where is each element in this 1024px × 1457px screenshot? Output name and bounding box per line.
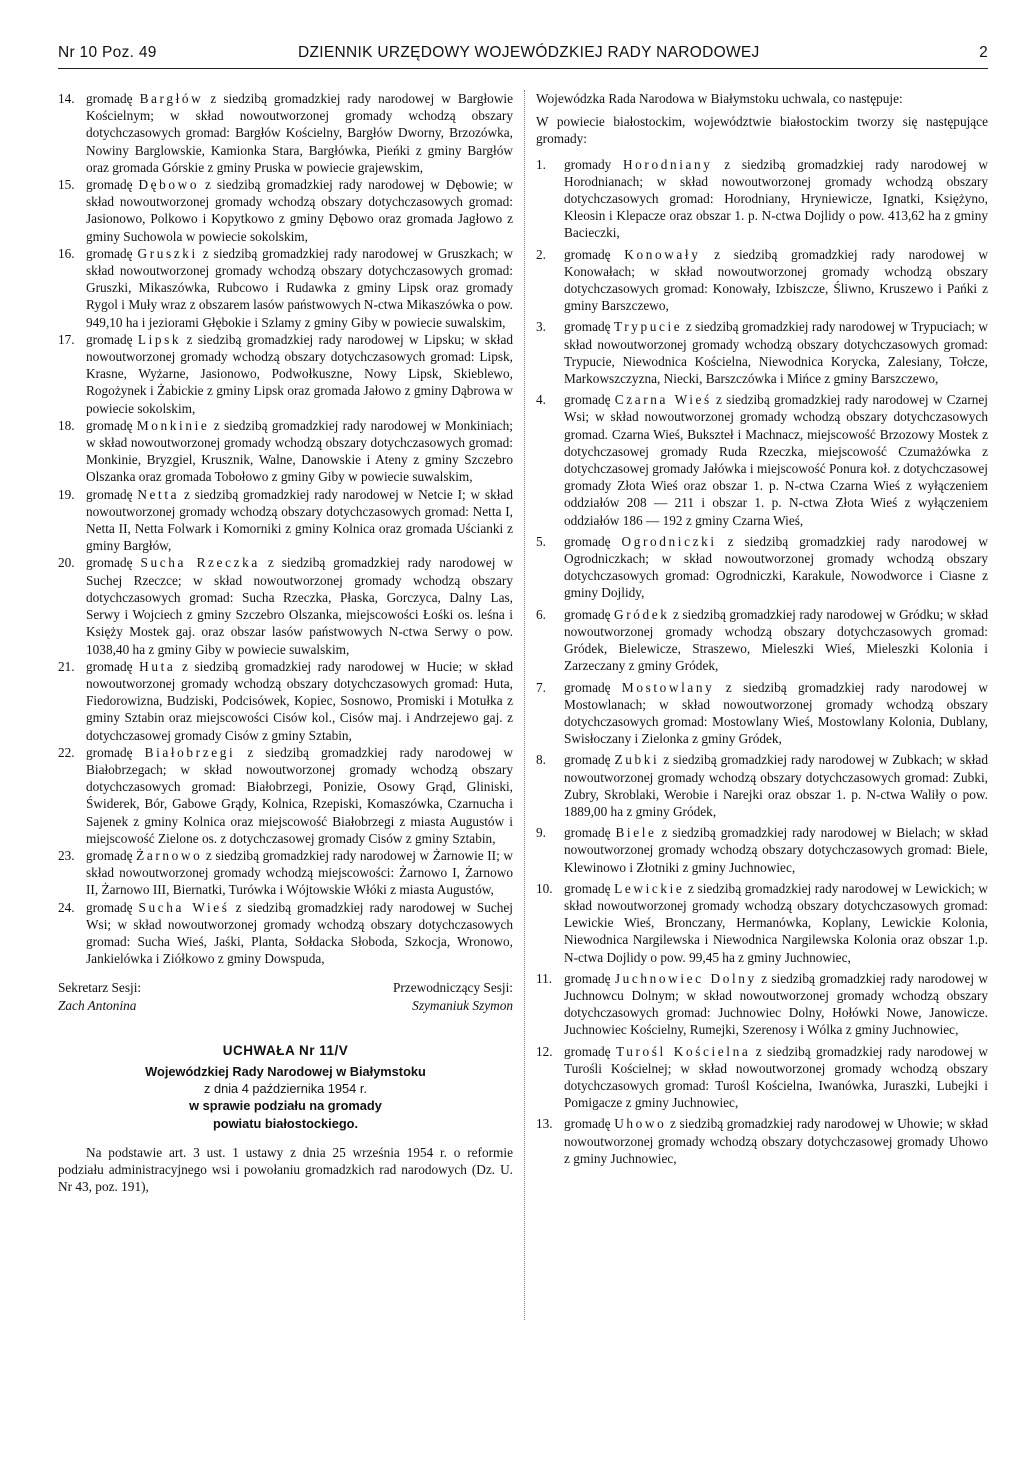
item-description: z siedzibą gromadzkiej rady narodowej w Dębowie; w skład nowoutworzonej gromady wchodzą obszary dotychczasowych gromad: Jasionowo, Polkowo i Kopytkowo z gminy Dębowo oraz gromada Jagłowo z gminy Suchowola w powiecie sokolskim,	[86, 177, 514, 244]
resolution-title-block	[58, 1042, 513, 1132]
item-locality-name: Trypucie	[613, 319, 683, 335]
item-description: z siedzibą gromadzkiej rady narodowej w Turośli Kościelnej; w skład nowoutworzonej gromady wchodzą obszary dotychczasowych gromad: Turośl Kościelna, Iwanówka, Juraszki, Lubejki i Pomigacze z gminy Juchnowiec,	[564, 1043, 989, 1111]
item-number: 9.	[536, 825, 546, 841]
left-entries-list	[58, 90, 513, 967]
item-number: 8.	[536, 752, 546, 768]
item-text	[86, 331, 513, 417]
resolution-title: UCHWAŁA Nr 11/V	[222, 1042, 349, 1058]
item-word: gromadę	[564, 392, 611, 408]
item-number: 19.	[58, 486, 75, 502]
item-text	[564, 970, 988, 1039]
item-word: gromadę	[564, 679, 611, 695]
item-locality-name: Konowały	[624, 246, 701, 262]
item-locality-name: Sucha Wieś	[138, 899, 230, 915]
resolution-body: Wojewódzkiej Rady Narodowej w Białymstoku	[145, 1063, 426, 1079]
item-word: gromadę	[564, 319, 611, 335]
item-number: 24.	[58, 899, 75, 915]
item-text	[564, 1043, 988, 1112]
item-locality-name: Czarna Wieś	[614, 392, 712, 408]
item-number: 12.	[536, 1043, 553, 1059]
journal-title: DZIENNIK URZĘDOWY WOJEWÓDZKIEJ RADY NARODOWEJ	[298, 44, 760, 61]
list-item	[536, 533, 988, 602]
item-text	[86, 847, 513, 899]
list-item	[58, 899, 513, 968]
item-number: 17.	[58, 331, 75, 347]
column-divider	[524, 90, 525, 1320]
list-item	[536, 679, 988, 748]
item-description: z siedzibą gromadzkiej rady narodowej w Lewickich; w skład nowoutworzonej gromady wchodzą obszary dotychczasowych gromad: Lewickie Wieś, Bronczany, Hermanówka, Koplany, Lewickie Kolonia, Niewodnica Nargilewska i Niewodnica Nargilewska Kolonia oraz obszar 1.p. N-ctwa Dojlidy o pow. 99,45 ha z gminy Juchnowiec,	[564, 880, 988, 965]
item-word: gromadę	[86, 486, 133, 502]
item-word: gromadę	[564, 970, 611, 986]
list-item	[58, 331, 513, 417]
issue-number: Nr 10 Poz. 49	[58, 44, 157, 61]
item-text	[86, 417, 513, 486]
chairman-role: Przewodniczący Sesji:	[392, 980, 513, 996]
item-locality-name: Juchnowiec Dolny	[614, 970, 757, 986]
item-locality-name: Mostowlany	[621, 679, 715, 695]
item-word: gromadę	[564, 533, 611, 549]
item-locality-name: Bargłów	[139, 91, 204, 106]
item-description: z siedzibą gromadzkiej rady narodowej w Bielach; w skład nowoutworzonej gromady wchodzą obszary dotychczasowych gromad: Biele, Klewinowo i Złotniki z gminy Juchnowiec,	[564, 825, 988, 875]
item-description: z siedzibą gromadzkiej rady narodowej w Horodnianach; w skład nowoutworzonej gromady wchodzą obszary dotychczasowych gromad: Horodniany, Hryniewicze, Ignatki, Księżyno, Kleosin i Klepacze oraz obszar 1. p. N-ctwa Dojlidy o pow. 413,62 ha z gminy Bacieczki,	[564, 156, 988, 241]
item-number: 3.	[536, 319, 546, 335]
item-word: gromadę	[86, 847, 133, 863]
resolution-subject-1: w sprawie podziału na gromady	[189, 1098, 382, 1114]
item-number: 2.	[536, 246, 546, 262]
list-item	[536, 606, 988, 675]
item-description: z siedzibą gromadzkiej rady narodowej w Bargłowie Kościelnym; w skład nowoutworzonej gromady wchodzą obszary dotychczasowych gromad: Bargłów Kościelny, Bargłów Dworny, Brzozówka, Nowiny Barglowskie, Kamionka Stara, Bargłówka, Pieńki z gminy Bargłów oraz gromada Górskie z gminy Pruska w powiecie grajewskim,	[86, 91, 514, 175]
item-text	[86, 899, 513, 968]
item-number: 21.	[58, 658, 75, 674]
item-locality-name: Uhowo	[614, 1116, 667, 1132]
item-number: 22.	[58, 744, 75, 760]
item-word: gromadę	[564, 606, 611, 622]
item-text	[86, 90, 513, 176]
item-text	[564, 246, 988, 315]
item-number: 10.	[536, 880, 553, 896]
secretary-name: Zach Antonina	[58, 997, 137, 1013]
item-description: z siedzibą gromadzkiej rady narodowej w Monkiniach; w skład nowoutworzonej gromady wchodzą obszary dotychczasowych gromad: Monkinie, Bryzgiel, Krusznik, Walne, Danowskie i Ateny z gminy Szczebro Olszanka oraz gromada Tobołowo z gminy Giby w powiecie suwalskim,	[86, 417, 513, 485]
item-text	[564, 824, 988, 876]
list-item	[58, 417, 513, 486]
item-word: gromadę	[86, 555, 133, 571]
item-description: z siedzibą gromadzkiej rady narodowej w Mostowlanach; w skład nowoutworzonej gromady wchodzą obszary dotychczasowych gromad: Mostowlany Wieś, Mostowlany Kolonia, Dublany, Swisłoczany i Zielonka z gminy Gródek,	[564, 679, 988, 747]
item-number: 18.	[58, 417, 75, 433]
item-description: z siedzibą gromadzkiej rady narodowej w Zubkach; w skład nowoutworzonej gromady wchodzą obszary dotychczasowych gromad: Zubki, Zubry, Skroblaki, Werobie i Narejki oraz obszar 1. p. N-ctwa Waliły o pow. 1889,00 ha z gminy Gródek,	[564, 752, 988, 819]
item-text	[86, 554, 513, 657]
item-word: gromadę	[86, 417, 133, 433]
list-item	[58, 847, 513, 899]
item-locality-name: Gródek	[614, 606, 670, 622]
item-text	[564, 880, 988, 966]
item-word: gromadę	[564, 1116, 611, 1132]
item-number: 5.	[536, 533, 546, 549]
item-text	[86, 486, 513, 555]
item-text	[86, 744, 513, 847]
item-word: gromadę	[564, 880, 611, 896]
item-text	[86, 658, 513, 744]
item-text	[86, 245, 513, 331]
item-text	[564, 156, 988, 242]
item-description: z siedzibą gromadzkiej rady narodowej w Gródku; w skład nowoutworzonej gromady wchodzą obszary dotychczasowych gromad: Gródek, Bielewicze, Straszewo, Mieleszki Wieś, Mieleszki Kolonia i Zarzeczany z gminy Gródek,	[564, 606, 989, 674]
item-description: z siedzibą gromadzkiej rady narodowej w Gruszkach; w skład nowoutworzonej gromady wchodzą obszary dotychczasowych gromad: Gruszki, Mikaszówka, Rubcowo i Rudawka z gminy Lipsk oraz gromady Rygol i Muły wraz z obszarem lasów państwowych N-ctwa Mikaszówka o pow. 949,10 ha i jeziorami Głębokie i Szlamy z gminy Giby w powiecie suwalskim,	[86, 245, 513, 330]
item-locality-name: Lipsk	[137, 331, 182, 347]
item-word: gromadę	[86, 245, 133, 261]
item-word: gromadę	[564, 246, 611, 262]
list-item	[536, 1115, 988, 1167]
item-text	[564, 751, 988, 820]
item-text	[564, 318, 988, 387]
item-locality-name: Turośl Kościelna	[615, 1043, 751, 1059]
list-item	[58, 658, 513, 744]
item-word: gromadę	[564, 1043, 611, 1059]
item-description: z siedzibą gromadzkiej rady narodowej w Hucie; w skład nowoutworzonej gromady wchodzą obszary dotychczasowych gromad: Huta, Fiedorowizna, Budziski, Podcisówek, Kopiec, Sosnowo, Promiski i Motułka z gminy Sztabin oraz miejscowości Cisów kol., Cisów maj. i Andrzejewo gaj. z dotychczasowej gromady Cisów z gminy Sztabin,	[86, 658, 514, 743]
item-word: gromadę	[86, 744, 133, 760]
legal-basis: Na podstawie art. 3 ust. 1 ustawy z dnia 25 września 1954 r. o reformie podziału administracyjnego wsi i powołaniu gromadzkich rad narodowych (Dz. U. Nr 43, poz. 191),	[58, 1144, 513, 1195]
item-description: z siedzibą gromadzkiej rady narodowej w Juchnowcu Dolnym; w skład nowoutworzonej gromady wchodzą obszary dotychczasowych gromad: Juchnowiec Dolny, Hołówki Nowe, Janowicze. Juchnowiec Kościelny, Rumejki, Szerenosy i Wólka z gminy Juchnowiec,	[564, 970, 989, 1038]
item-locality-name: Huta	[139, 658, 176, 674]
list-item	[58, 90, 513, 176]
resolution-date: z dnia 4 października 1954 r.	[204, 1081, 367, 1097]
item-description: z siedzibą gromadzkiej rady narodowej w Ogrodniczkach; w skład nowoutworzonej gromady wchodzą obszary dotychczasowych gromad: Ogrodniczki, Karakule, Nowodworce i Ciasne z gminy Dojlidy,	[564, 533, 988, 601]
item-text	[564, 606, 988, 675]
list-item	[58, 744, 513, 847]
item-locality-name: Lewickie	[614, 880, 685, 896]
secretary-signature	[58, 979, 141, 1013]
item-description: z siedzibą gromadzkiej rady narodowej w Konowałach; w skład nowoutworzonej gromady wchodzą obszary dotychczasowych gromad: Konowały, Izbiszcze, Śliwno, Kruszewo i Pańki z gminy Barszczewo,	[564, 246, 989, 314]
item-locality-name: Monkinie	[136, 417, 210, 433]
list-item	[536, 880, 988, 966]
item-text	[564, 1115, 988, 1167]
item-number: 4.	[536, 392, 546, 408]
item-description: z siedzibą gromadzkiej rady narodowej w Czarnej Wsi; w skład nowoutworzonej gromady wchodzą obszary dotychczasowych gromad. Czarna Wieś, Bukszteł i Machnacz, miejscowość Brzozowy Mostek z dotychczasowej gromady Ruda Rzeczka, miejscowość Czumażówka z dotychczasowej gromady Jałówka i miejscowość Ponura koł. z dotychczasowej gromady Złota Wieś oraz obszar 1. p. N-ctwa Czarna Wieś z wyłączeniem oddziałów 208 — 211 i obszar 1. p. N-ctwa Złota Wieś z wyłączeniem oddziałów 186 — 192 z gminy Czarna Wieś,	[564, 392, 989, 528]
item-number: 23.	[58, 847, 75, 863]
item-locality-name: Dębowo	[138, 177, 200, 193]
item-number: 15.	[58, 177, 75, 193]
item-number: 7.	[536, 679, 546, 695]
secretary-role: Sekretarz Sesji:	[58, 980, 142, 996]
right-entries-list	[536, 156, 988, 1167]
list-item	[58, 554, 513, 657]
item-locality-name: Horodniany	[622, 156, 713, 172]
item-locality-name: Żarnowo	[136, 847, 203, 863]
list-item	[536, 318, 988, 387]
item-locality-name: Biele	[615, 825, 657, 841]
item-text	[564, 679, 988, 748]
list-item	[58, 176, 513, 245]
list-item	[58, 486, 513, 555]
chairman-name: Szymaniuk Szymon	[412, 997, 513, 1013]
item-text	[564, 533, 988, 602]
item-description: z siedzibą gromadzkiej rady narodowej w Suchej Rzeczce; w skład nowoutworzonej gromady wchodzą obszary dotychczasowych gromad: Sucha Rzeczka, Płaska, Gorczyca, Dalny Las, Serwy i Wojciech z gminy Szczebro Olszanka, miejscowości Łośki os. leśna i Księży Mostek gaj. oraz obszar lasów państwowych N-ctwa Serwy o pow. 1038,40 ha z gminy Giby w powiecie suwalskim,	[86, 555, 513, 657]
item-description: z siedzibą gromadzkiej rady narodowej w Białobrzegach; w skład nowoutworzonej gromady wchodzą obszary dotychczasowych gromad: Białobrzegi, Ponizie, Osowy Grąd, Gliniski, Świderek, Bór, Gabowe Grądy, Kolnica, Rzepiski, Komaszówka, Czarnucha i Sajenek z gminy Kolnica oraz miejscowość Białobrzegi z miasta Augustów i miejscowość Zielone os. z dotychczasowej gromady Cisów z gminy Sztabin,	[86, 744, 513, 846]
item-locality-name: Sucha Rzeczka	[140, 555, 260, 571]
item-word: gromadę	[86, 658, 133, 674]
item-description: z siedzibą gromadzkiej rady narodowej w Trypuciach; w skład nowoutworzonej gromady wchodzą obszary dotychczasowych gromad: Trypucie, Niewodnica Kościelna, Niewodnica Korycka, Zalesiany, Tołcze, Markowszczyzna, Niecki, Barszczówka i Mińce z gminy Barszczewo,	[564, 319, 989, 387]
list-item	[536, 156, 988, 242]
resolution-subject-2: powiatu białostockiego.	[212, 1115, 359, 1131]
item-locality-name: Zubki	[614, 752, 660, 768]
list-item	[536, 970, 988, 1039]
item-text	[564, 391, 988, 529]
signatures	[58, 979, 513, 1013]
item-number: 14.	[58, 91, 75, 106]
list-item	[536, 824, 988, 876]
item-number: 13.	[536, 1116, 553, 1132]
chairman-signature	[393, 979, 513, 1013]
item-number: 6.	[536, 606, 546, 622]
list-item	[536, 246, 988, 315]
item-word: gromady	[564, 156, 612, 172]
item-number: 11.	[536, 970, 553, 986]
item-description: z siedzibą gromadzkiej rady narodowej w Żarnowie II; w skład nowoutworzonej gromady wchodzą miejscowości: Żarnowo I, Żarnowo II, Żarnowo III, Biernatki, Turówka i Wójtowskie Włóki z miasta Augustów,	[86, 847, 513, 898]
page-number: 2	[979, 44, 988, 61]
list-item	[536, 751, 988, 820]
item-description: z siedzibą gromadzkiej rady narodowej w Lipsku; w skład nowoutworzonej gromady wchodzą obszary dotychczasowych gromad: Lipsk, Krasne, Wyżarne, Jasionowo, Podwołkuszne, Nowy Lipsk, Skieblewo, Rogożynek i Żabickie z gminy Lipsk oraz gromada Jałowo z gminy Dąbrowa w powiecie sokolskim,	[86, 331, 513, 416]
item-locality-name: Netta	[137, 486, 180, 502]
item-number: 1.	[536, 156, 546, 172]
item-word: gromadę	[564, 825, 611, 841]
list-item	[536, 391, 988, 529]
right-column	[536, 90, 988, 1171]
item-number: 16.	[58, 245, 75, 261]
item-locality-name: Ogrodniczki	[621, 533, 717, 549]
resolution-intro-2: W powiecie białostockim, województwie białostockim tworzy się następujące gromady:	[536, 114, 988, 147]
item-locality-name: Gruszki	[137, 245, 198, 261]
left-column	[58, 90, 513, 1195]
item-word: gromadę	[86, 177, 133, 193]
item-description: z siedzibą gromadzkiej rady narodowej w Suchej Wsi; w skład nowoutworzonej gromady wchodzą obszary dotychczasowych gromad: Sucha Wieś, Jaśki, Planta, Sołdacka Słoboda, Szkocja, Wronowo, Jankielówka i Ziółkowo z gminy Dowspuda,	[86, 899, 514, 967]
list-item	[58, 245, 513, 331]
item-text	[86, 176, 513, 245]
item-word: gromadę	[86, 91, 133, 106]
item-word: gromadę	[86, 899, 133, 915]
item-number: 20.	[58, 555, 75, 571]
item-description: z siedzibą gromadzkiej rady narodowej w Netcie I; w skład nowoutworzonej gromady wchodzą obszary dotychczasowych gromad: Netta I, Netta II, Netta Folwark i Komorniki z gminy Kolnica oraz gromada Uścianki z gminy Bargłów,	[86, 486, 513, 554]
item-word: gromadę	[564, 752, 611, 768]
list-item	[536, 1043, 988, 1112]
item-word: gromadę	[86, 331, 133, 347]
resolution-intro: Wojewódzka Rada Narodowa w Białymstoku uchwala, co następuje:	[536, 91, 903, 106]
item-locality-name: Białobrzegi	[144, 744, 236, 760]
item-description: z siedzibą gromadzkiej rady narodowej w Uhowie; w skład nowoutworzonej gromady wchodzą obszary dotychczasowej gromady Uhowo z gminy Juchnowiec,	[564, 1116, 988, 1166]
page-header	[58, 44, 988, 69]
